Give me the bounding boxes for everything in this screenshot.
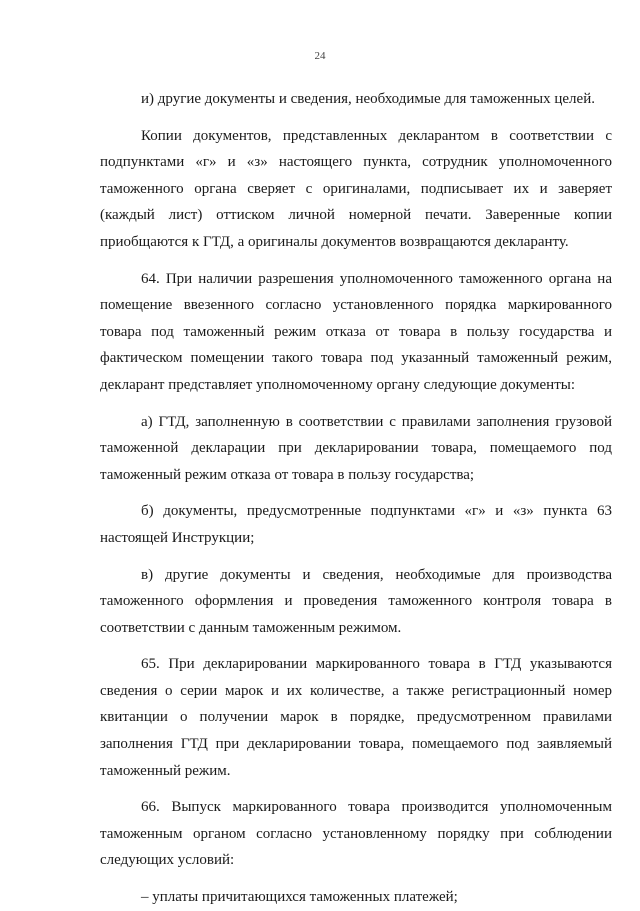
paragraph-64-v: в) другие документы и сведения, необходимые для производства таможенного оформления и проведения таможенного контроля товара в соответствии с данным таможенным режимом. <box>100 566 612 636</box>
paragraph-certified-copies: Копии документов, представленных декларантом в соответствии с подпунктами «г» и «з» настоящего пункта, сотрудник уполномоченного таможенного органа сверяет с оригиналами, подписывает их и заверяет (каждый лист) оттиском личной номерной печати. Заверенные копии приобщаются к ГТД, а оригиналы документов возвращаются декларанту. <box>100 127 612 250</box>
paragraph-64: 64. При наличии разрешения уполномоченного таможенного органа на помещение ввезенного согласно установленного порядка маркированного товара под таможенный режим отказа от товара в пользу государства и фактическом помещении такого товара под указанный таможенный режим, декларант представляет уполномоченному органу следующие документы: <box>100 270 612 393</box>
paragraph-66-condition-1: – уплаты причитающихся таможенных платежей; <box>141 889 458 906</box>
paragraph-65: 65. При декларировании маркированного товара в ГТД указываются сведения о серии марок и их количестве, а также регистрационный номер квитанции о получении марок в порядке, предусмотренном правилами заполнения ГТД при декларировании товара, помещаемого под заявляемый таможенный режим. <box>100 656 612 779</box>
paragraph-64-b: б) документы, предусмотренные подпунктами «г» и «з» пункта 63 настоящей Инструкции; <box>100 503 612 546</box>
document-body <box>100 86 612 911</box>
page-number: 24 <box>314 50 326 62</box>
paragraph-66: 66. Выпуск маркированного товара производится уполномоченным таможенным органом согласно установленному порядку при соблюдении следующих условий: <box>100 799 612 869</box>
paragraph-64-a: а) ГТД, заполненную в соответствии с правилами заполнения грузовой таможенной декларации при декларировании товара, помещаемого под таможенный режим отказа от товара в пользу государства; <box>100 413 612 483</box>
paragraph-item-i: и) другие документы и сведения, необходимые для таможенных целей. <box>141 91 595 107</box>
